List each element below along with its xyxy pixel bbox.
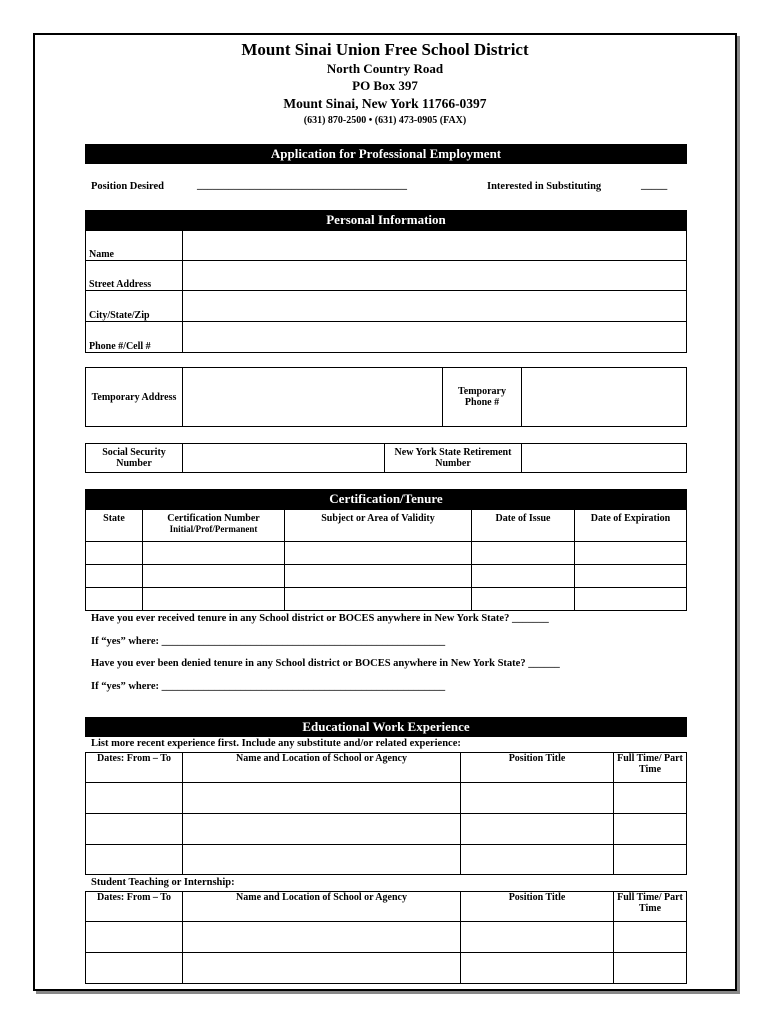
cell[interactable] bbox=[472, 542, 575, 565]
cell[interactable] bbox=[461, 783, 614, 814]
temp-address-label: Temporary Address bbox=[86, 368, 183, 427]
cell[interactable] bbox=[472, 588, 575, 611]
cell[interactable] bbox=[614, 845, 687, 875]
table-row bbox=[86, 542, 687, 565]
col-position-title: Position Title bbox=[461, 753, 614, 783]
cell[interactable] bbox=[143, 542, 285, 565]
cell[interactable] bbox=[614, 814, 687, 845]
cell[interactable] bbox=[614, 953, 687, 984]
col-cert-number bbox=[143, 510, 285, 542]
cell[interactable] bbox=[86, 953, 183, 984]
name-label: Name bbox=[86, 231, 183, 261]
col-subject: Subject or Area of Validity bbox=[285, 510, 472, 542]
work-experience-table bbox=[85, 752, 687, 875]
application-form-page bbox=[33, 33, 737, 991]
cell[interactable] bbox=[461, 922, 614, 953]
ssn-field[interactable] bbox=[183, 444, 385, 473]
cell[interactable] bbox=[614, 783, 687, 814]
certification-bar: Certification/Tenure bbox=[85, 489, 687, 509]
city-label: City/State/Zip bbox=[86, 291, 183, 322]
tenure-received-question: Have you ever received tenure in any School district or BOCES anywhere in New York State? _______ bbox=[91, 613, 549, 624]
street-label: Street Address bbox=[86, 261, 183, 291]
col-full-part-time: Full Time/ Part Time bbox=[614, 753, 687, 783]
student-teaching-table bbox=[85, 891, 687, 984]
cell[interactable] bbox=[461, 814, 614, 845]
personal-info-table bbox=[85, 230, 687, 353]
table-row bbox=[86, 814, 687, 845]
ssn-table bbox=[85, 443, 687, 473]
table-row bbox=[86, 588, 687, 611]
cell[interactable] bbox=[183, 783, 461, 814]
name-field[interactable] bbox=[183, 231, 687, 261]
cell[interactable] bbox=[461, 845, 614, 875]
cell[interactable] bbox=[614, 922, 687, 953]
cell[interactable] bbox=[86, 565, 143, 588]
temp-address-field[interactable] bbox=[183, 368, 443, 427]
address-city: Mount Sinai, New York 11766-0397 bbox=[283, 96, 487, 111]
certification-table bbox=[85, 509, 687, 611]
street-field[interactable] bbox=[183, 261, 687, 291]
table-row bbox=[86, 922, 687, 953]
position-desired-field[interactable]: ________________________________________ bbox=[197, 180, 407, 191]
table-row bbox=[86, 783, 687, 814]
cell[interactable] bbox=[143, 565, 285, 588]
tenure-denied-question: Have you ever been denied tenure in any School district or BOCES anywhere in New York State? ______ bbox=[91, 658, 560, 669]
tenure-denied-where[interactable]: If “yes” where: ______________________________________________________ bbox=[91, 681, 446, 692]
cell[interactable] bbox=[472, 565, 575, 588]
retirement-field[interactable] bbox=[522, 444, 687, 473]
table-row bbox=[86, 565, 687, 588]
cell[interactable] bbox=[183, 814, 461, 845]
retirement-label: New York State Retirement Number bbox=[385, 444, 522, 473]
col-date-expiration: Date of Expiration bbox=[575, 510, 687, 542]
cell[interactable] bbox=[183, 845, 461, 875]
col-school-name: Name and Location of School or Agency bbox=[183, 753, 461, 783]
tenure-received-where[interactable]: If “yes” where: ______________________________________________________ bbox=[91, 636, 446, 647]
student-teaching-label: Student Teaching or Internship: bbox=[91, 877, 235, 888]
cell[interactable] bbox=[575, 565, 687, 588]
city-field[interactable] bbox=[183, 291, 687, 322]
cell[interactable] bbox=[86, 783, 183, 814]
position-desired-label: Position Desired bbox=[91, 181, 165, 192]
col-date-issue: Date of Issue bbox=[472, 510, 575, 542]
cert-number-heading: Certification Number bbox=[167, 513, 260, 524]
cell[interactable] bbox=[285, 565, 472, 588]
col-school-name: Name and Location of School or Agency bbox=[183, 892, 461, 922]
ssn-label: Social Security Number bbox=[86, 444, 183, 473]
cell[interactable] bbox=[86, 922, 183, 953]
cell[interactable] bbox=[86, 588, 143, 611]
cell[interactable] bbox=[285, 542, 472, 565]
personal-info-bar: Personal Information bbox=[85, 210, 687, 230]
cell[interactable] bbox=[285, 588, 472, 611]
cell[interactable] bbox=[86, 814, 183, 845]
table-row bbox=[86, 845, 687, 875]
work-experience-note: List more recent experience first. Include any substitute and/or related experience: bbox=[91, 738, 461, 749]
cell[interactable] bbox=[143, 588, 285, 611]
temp-phone-field[interactable] bbox=[522, 368, 687, 427]
contact-numbers bbox=[35, 115, 735, 126]
substituting-field[interactable]: _____ bbox=[641, 180, 668, 191]
temp-phone-label: Temporary Phone # bbox=[443, 368, 522, 427]
fax-number: (631) 473-0905 (FAX) bbox=[374, 115, 467, 126]
col-full-part-time: Full Time/ Part Time bbox=[614, 892, 687, 922]
col-dates: Dates: From – To bbox=[86, 892, 183, 922]
cert-number-sub: Initial/Prof/Permanent bbox=[169, 524, 258, 534]
substituting-label: Interested in Substituting bbox=[487, 181, 602, 192]
cell[interactable] bbox=[575, 542, 687, 565]
temporary-info-table bbox=[85, 367, 687, 427]
col-dates: Dates: From – To bbox=[86, 753, 183, 783]
col-position-title: Position Title bbox=[461, 892, 614, 922]
phone-field[interactable] bbox=[183, 322, 687, 353]
district-name: Mount Sinai Union Free School District bbox=[241, 40, 529, 59]
cell[interactable] bbox=[575, 588, 687, 611]
cell[interactable] bbox=[461, 953, 614, 984]
phone-label: Phone #/Cell # bbox=[86, 322, 183, 353]
address-road: North Country Road bbox=[326, 61, 444, 76]
table-row bbox=[86, 953, 687, 984]
bullet-icon: • bbox=[368, 115, 373, 126]
phone-number: (631) 870-2500 bbox=[303, 115, 367, 126]
cell[interactable] bbox=[86, 845, 183, 875]
address-pobox: PO Box 397 bbox=[352, 78, 418, 93]
cell[interactable] bbox=[183, 953, 461, 984]
work-experience-bar: Educational Work Experience bbox=[85, 717, 687, 737]
cell[interactable] bbox=[86, 542, 143, 565]
col-state: State bbox=[86, 510, 143, 542]
form-title-bar: Application for Professional Employment bbox=[85, 144, 687, 164]
cell[interactable] bbox=[183, 922, 461, 953]
